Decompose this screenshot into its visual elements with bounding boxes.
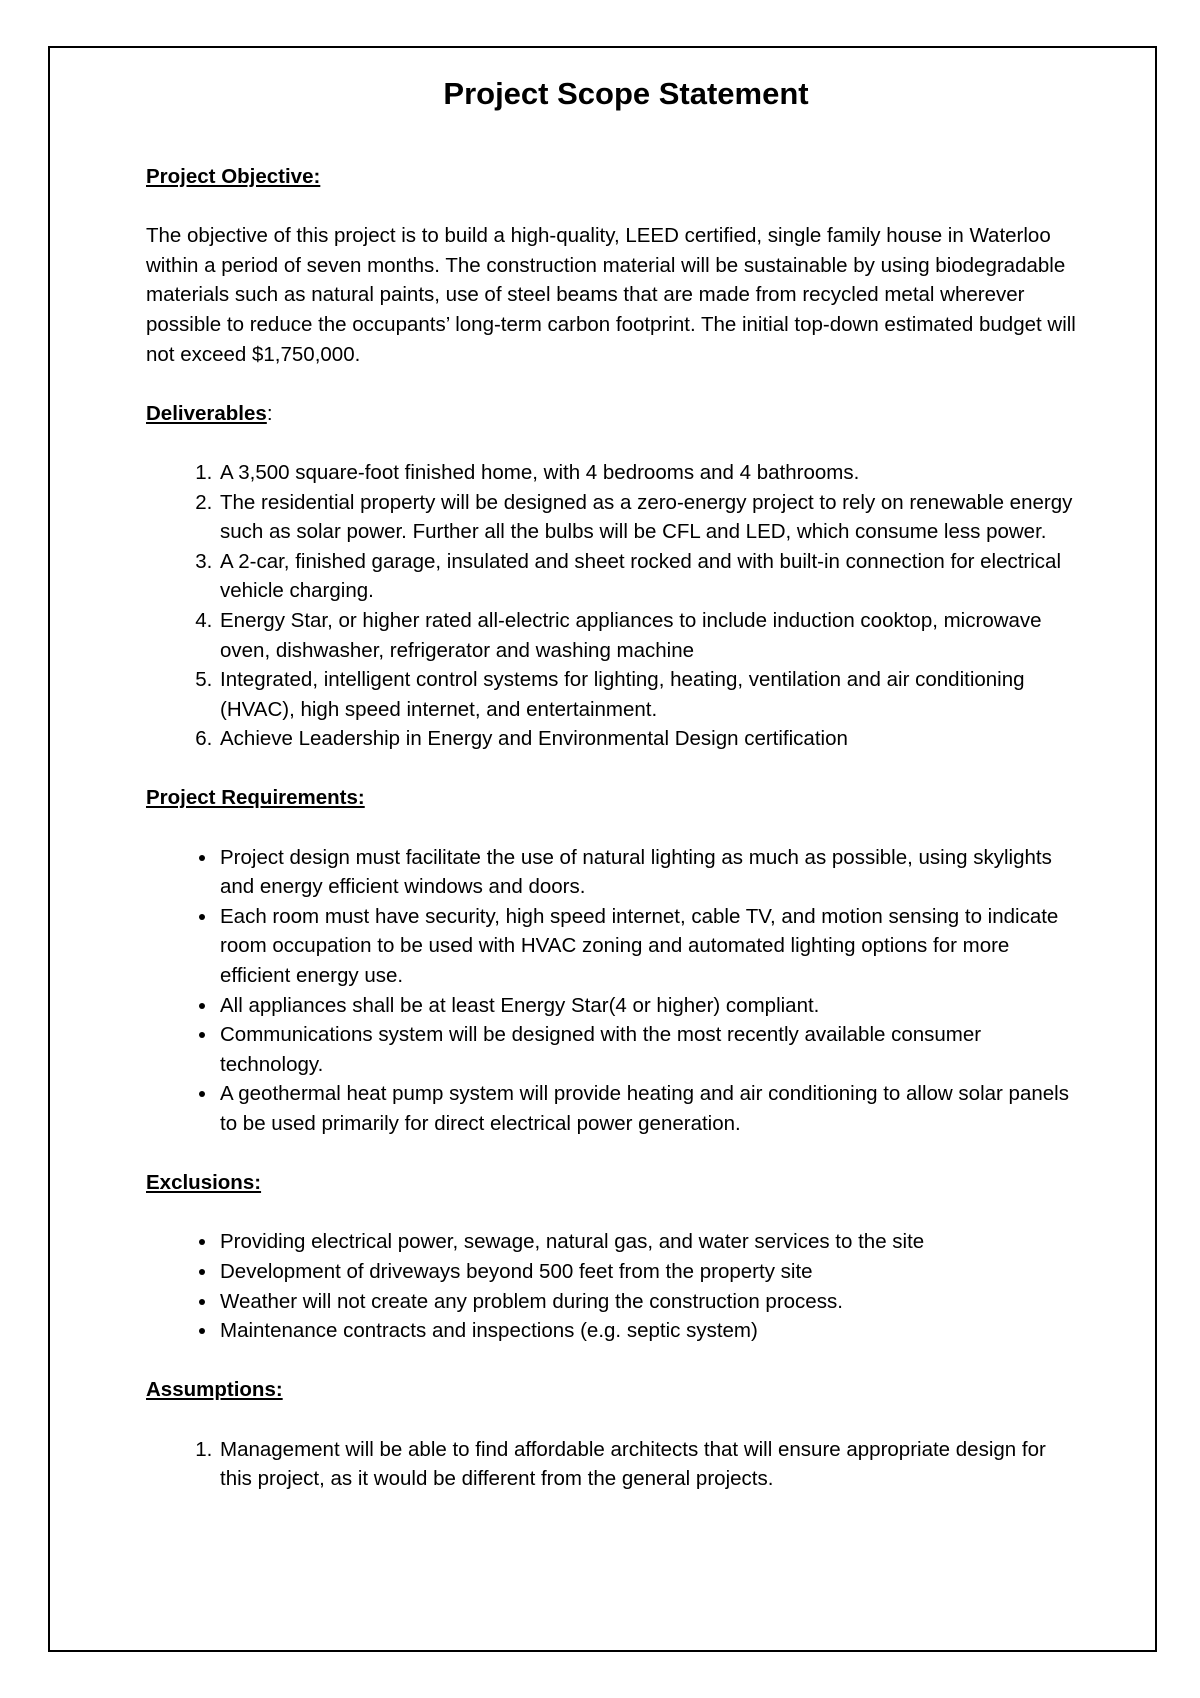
exclusion-item: • Maintenance contracts and inspections (e.g. septic system) bbox=[218, 1316, 1076, 1346]
deliverable-item: 2. The residential property will be designed as a zero-energy project to rely on renewable energy such as solar power. Further all the bulbs will be CFL and LED, which consume less power. bbox=[218, 488, 1076, 547]
assumption-item: 1. Management will be able to find affordable architects that will ensure appropriate design for this project, as it would be different from the general projects. bbox=[218, 1435, 1076, 1494]
deliverable-item: 3. A 2-car, finished garage, insulated and sheet rocked and with built-in connection for electrical vehicle charging. bbox=[218, 547, 1076, 606]
deliverable-item: 4. Energy Star, or higher rated all-electric appliances to include induction cooktop, microwave oven, dishwasher, refrigerator and washing machine bbox=[218, 606, 1076, 665]
requirement-item: • A geothermal heat pump system will provide heating and air conditioning to allow solar panels to be used primarily for direct electrical power generation. bbox=[218, 1079, 1076, 1138]
objective-heading-text: Project Objective: bbox=[146, 165, 321, 188]
exclusions-list bbox=[146, 1227, 1076, 1345]
deliverables-heading-colon: : bbox=[266, 401, 273, 425]
requirement-item: • Each room must have security, high speed internet, cable TV, and motion sensing to indicate room occupation to be used with HVAC zoning and automated lighting options for more efficient energy use. bbox=[218, 902, 1076, 991]
requirements-heading-text: Project Requirements: bbox=[146, 786, 365, 810]
assumptions-heading-text: Assumptions: bbox=[146, 1378, 283, 1402]
objective-heading bbox=[146, 162, 1076, 192]
document-body bbox=[146, 72, 1076, 1494]
exclusion-item: • Development of driveways beyond 500 feet from the property site bbox=[218, 1257, 1076, 1287]
deliverables-list bbox=[146, 458, 1076, 754]
deliverable-item: 6. Achieve Leadership in Energy and Environmental Design certification bbox=[218, 724, 1076, 754]
assumptions-heading bbox=[146, 1375, 1076, 1405]
deliverable-item: 1. A 3,500 square-foot finished home, with 4 bedrooms and 4 bathrooms. bbox=[218, 458, 1076, 488]
exclusions-heading bbox=[146, 1168, 1076, 1198]
exclusions-heading-text: Exclusions: bbox=[146, 1171, 262, 1195]
requirement-item: • Communications system will be designed with the most recently available consumer technology. bbox=[218, 1020, 1076, 1079]
requirement-item: • Project design must facilitate the use of natural lighting as much as possible, using skylights and energy efficient windows and doors. bbox=[218, 843, 1076, 902]
assumptions-list bbox=[146, 1435, 1076, 1494]
requirements-heading bbox=[146, 783, 1076, 813]
exclusion-item: • Weather will not create any problem during the construction process. bbox=[218, 1287, 1076, 1317]
requirements-list bbox=[146, 843, 1076, 1139]
deliverables-heading-text: Deliverables bbox=[146, 401, 267, 425]
requirement-item: • All appliances shall be at least Energy Star(4 or higher) compliant. bbox=[218, 991, 1076, 1021]
deliverables-heading bbox=[146, 399, 1076, 429]
exclusion-item: • Providing electrical power, sewage, natural gas, and water services to the site bbox=[218, 1227, 1076, 1257]
objective-text: The objective of this project is to build a high-quality, LEED certified, single family house in Waterloo within a period of seven months. The construction material will be sustainable by using biodegradable materials such as natural paints, use of steel beams that are made from recycled metal wherever possible to reduce the occupants’ long-term carbon footprint. The initial top-down estimated budget will not exceed $1,750,000. bbox=[146, 224, 1076, 366]
document-title: Project Scope Statement bbox=[443, 76, 809, 111]
deliverable-item: 5. Integrated, intelligent control systems for lighting, heating, ventilation and air conditioning (HVAC), high speed internet, and entertainment. bbox=[218, 665, 1076, 724]
